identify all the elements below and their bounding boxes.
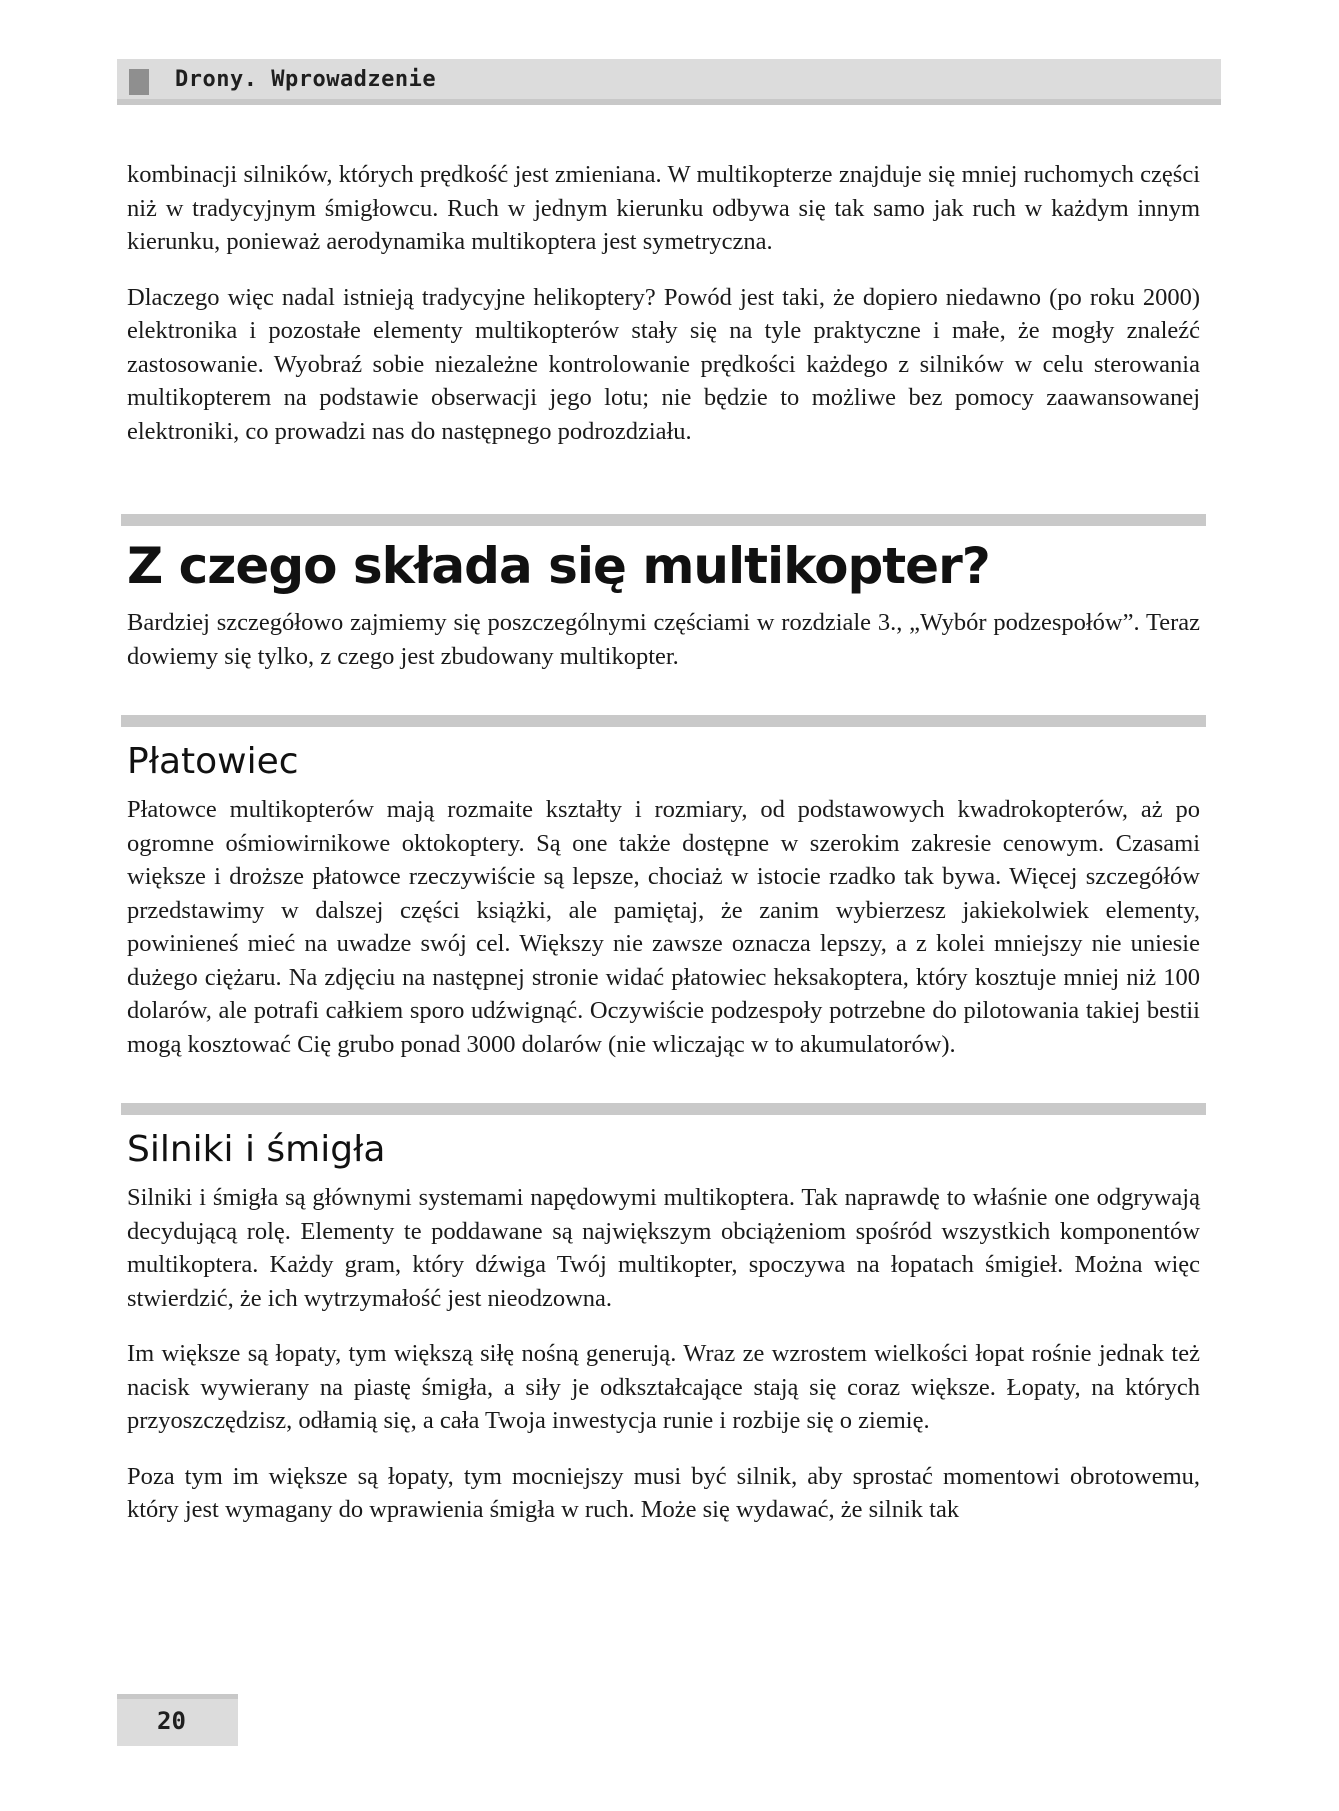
intro-paragraph-2: Dlaczego więc nadal istnieją tradycyjne helikoptery? Powód jest taki, że dopiero niedawno (po roku 2000) elektronika i pozostałe elementy multikopterów stały się na tyle praktyczne i małe, że mogły znaleźć zastosowanie. Wyobraź sobie niezależne kontrolowanie prędkości każdego z silników w celu sterowania multikopterem na podstawie obserwacji jego lotu; nie będzie to możliwe bez pomocy zaawansowanej elektroniki, co prowadzi nas do następnego podrozdziału. (127, 283, 1200, 445)
page-number: 20 (157, 1707, 186, 1735)
running-head (117, 59, 1221, 105)
silniki-paragraph-2: Im większe są łopaty, tym większą siłę nośną generują. Wraz ze wzrostem wielkości łopat rośnie jednak też nacisk wywierany na piastę śmigła, a siły je odkształcające stają się coraz większe. Łopaty, na których przyoszczędzisz, odłamią się, a cała Twoja inwestycja runie i rozbije się o ziemię. (127, 1340, 1200, 1434)
silniki-paragraph-3: Poza tym im większe są łopaty, tym mocniejszy musi być silnik, aby sprostać momentowi obrotowemu, który jest wymagany do wprawienia śmigła w ruch. Może się wydawać, że silnik tak (127, 1462, 1200, 1523)
section-heading: Z czego składa się multikopter? (127, 537, 990, 595)
intro-paragraph-1: kombinacji silników, których prędkość jest zmieniana. W multikopterze znajduje się mniej ruchomych części niż w tradycyjnym śmigłowcu. Ruch w jednym kierunku odbywa się tak samo jak ruch w każdym innym kierunku, ponieważ aerodynamika multikoptera jest symetryczna. (127, 161, 1200, 255)
running-head-marker (129, 69, 149, 95)
platowiec-paragraph: Płatowce multikopterów mają rozmaite kształty i rozmiary, od podstawowych kwadrokopterów, aż po ogromne ośmiowirnikowe oktokoptery. Są one także dostępne w szerokim zakresie cenowym. Czasami większe i droższe płatowce rzeczywiście są lepsze, chociaż w istocie rzadko tak bywa. Więcej szczegółów przedstawimy w dalszej części książki, ale pamiętaj, że zanim wybierzesz jakiekolwiek elementy, powinieneś mieć na uwadze swój cel. Większy nie zawsze oznacza lepszy, a z kolei mniejszy nie uniesie dużego ciężaru. Na zdjęciu na następnej stronie widać płatowiec heksakoptera, który kosztuje mniej niż 100 dolarów, ale potrafi całkiem sporo udźwignąć. Oczywiście podzespoły potrzebne do pilotowania takiej bestii mogą kosztować Cię grubo ponad 3000 dolarów (nie wliczając w to akumulatorów). (127, 796, 1200, 1058)
silniki-rule (121, 1103, 1206, 1115)
section-paragraph: Bardziej szczegółowo zajmiemy się poszczególnymi częściami w rozdziale 3., „Wybór podzespołów”. Teraz dowiemy się tylko, z czego jest zbudowany multikopter. (127, 609, 1200, 670)
platowiec-rule (121, 715, 1206, 727)
section-rule (121, 514, 1206, 526)
running-head-title: Drony. Wprowadzenie (175, 67, 437, 92)
silniki-paragraph-1: Silniki i śmigła są głównymi systemami napędowymi multikoptera. Tak naprawdę to właśnie one odgrywają decydującą rolę. Elementy te poddawane są największym obciążeniom spośród wszystkich komponentów multikoptera. Każdy gram, który dźwiga Twój multikopter, spoczywa na łopatach śmigieł. Można więc stwierdzić, że ich wytrzymałość jest nieodzowna. (127, 1184, 1200, 1312)
page-content (127, 158, 1200, 1549)
silniki-heading: Silniki i śmigła (127, 1129, 386, 1170)
platowiec-heading: Płatowiec (127, 741, 299, 782)
page-number-box (117, 1694, 238, 1746)
